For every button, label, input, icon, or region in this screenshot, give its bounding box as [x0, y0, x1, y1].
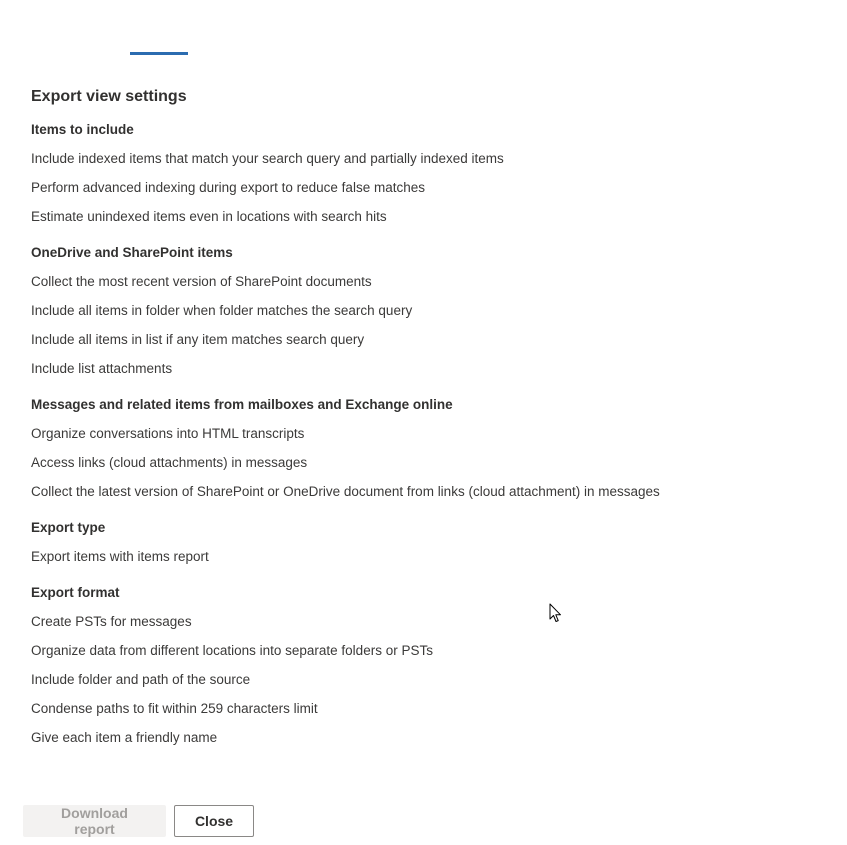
- setting-item: Include indexed items that match your search query and partially indexed items: [31, 151, 504, 166]
- panel-title: Export view settings: [31, 88, 187, 105]
- settings-sections: [31, 120, 821, 748]
- settings-section: [31, 583, 821, 748]
- setting-item: Condense paths to fit within 259 characters limit: [31, 701, 318, 716]
- setting-item: Export items with items report: [31, 549, 209, 564]
- setting-item: Access links (cloud attachments) in messages: [31, 455, 308, 470]
- setting-item: Create PSTs for messages: [31, 614, 192, 629]
- download-report-button[interactable]: Download report: [23, 805, 166, 837]
- setting-item: Perform advanced indexing during export to reduce false matches: [31, 180, 425, 195]
- setting-item: Collect the most recent version of SharePoint documents: [31, 274, 372, 289]
- active-tab-indicator: [130, 52, 188, 55]
- section-heading: Export type: [31, 520, 106, 535]
- setting-item: Organize data from different locations into separate folders or PSTs: [31, 643, 433, 658]
- setting-item: Give each item a friendly name: [31, 730, 218, 745]
- settings-section: [31, 243, 821, 379]
- setting-item: Include all items in folder when folder matches the search query: [31, 303, 413, 318]
- section-heading: Messages and related items from mailboxes and Exchange online: [31, 397, 453, 412]
- section-heading: Items to include: [31, 122, 134, 137]
- footer-actions: [23, 805, 254, 837]
- settings-section: [31, 395, 821, 502]
- section-heading: Export format: [31, 585, 120, 600]
- settings-section: [31, 518, 821, 567]
- setting-item: Include folder and path of the source: [31, 672, 251, 687]
- settings-section: [31, 120, 821, 227]
- close-button[interactable]: Close: [174, 805, 254, 837]
- section-heading: OneDrive and SharePoint items: [31, 245, 233, 260]
- setting-item: Include list attachments: [31, 361, 173, 376]
- export-settings-panel: [31, 86, 821, 748]
- mouse-pointer-icon: [549, 603, 563, 623]
- setting-item: Collect the latest version of SharePoint or OneDrive document from links (cloud attachment) in messages: [31, 484, 660, 499]
- setting-item: Estimate unindexed items even in locations with search hits: [31, 209, 387, 224]
- setting-item: Include all items in list if any item matches search query: [31, 332, 365, 347]
- setting-item: Organize conversations into HTML transcripts: [31, 426, 305, 441]
